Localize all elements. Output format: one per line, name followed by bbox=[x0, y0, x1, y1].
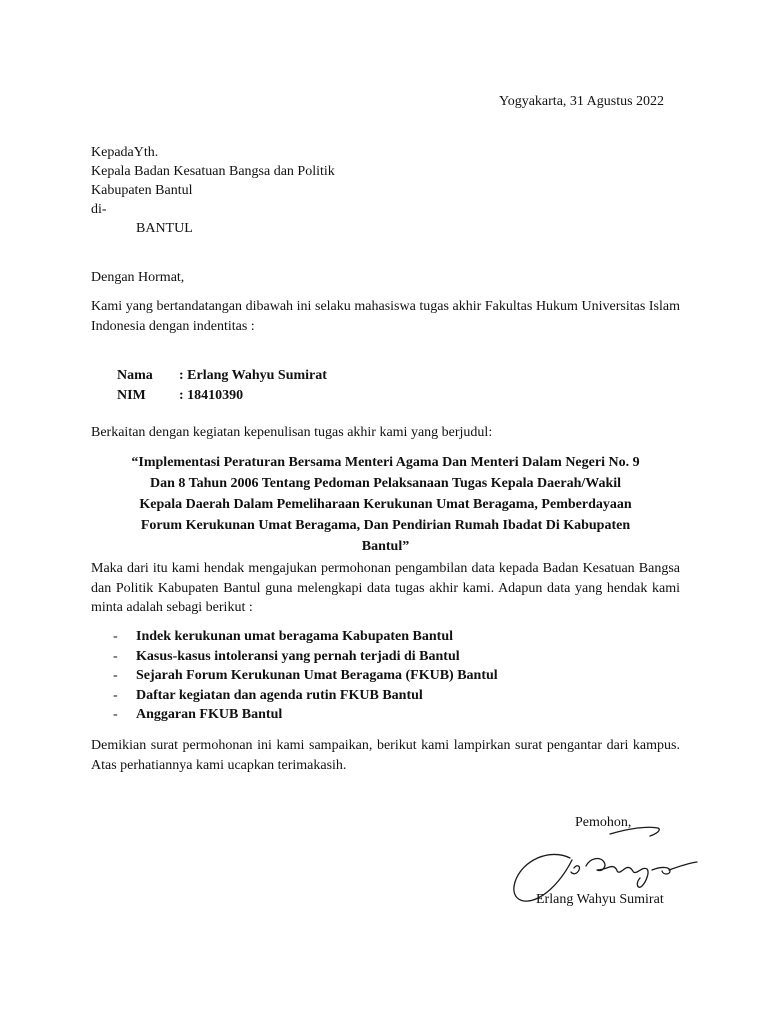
list-item-text: Daftar kegiatan dan agenda rutin FKUB Bantul bbox=[136, 687, 423, 703]
intro-paragraph: Kami yang bertandatangan dibawah ini selaku mahasiswa tugas akhir Fakultas Hukum Universitas Islam Indonesia dengan indentitas : bbox=[91, 299, 680, 334]
list-bullet: - bbox=[113, 707, 118, 722]
nim-value: : 18410390 bbox=[179, 388, 244, 403]
thesis-title-line: Kepala Daerah Dalam Pemeliharaan Kerukunan Umat Beragama, Pemberdayaan bbox=[139, 497, 632, 512]
context-sentence: Berkaitan dengan kegiatan kepenulisan tugas akhir kami yang berjudul: bbox=[91, 425, 493, 440]
list-item bbox=[113, 666, 498, 686]
list-item bbox=[113, 647, 498, 667]
list-item-text: Anggaran FKUB Bantul bbox=[136, 707, 283, 722]
data-request-list bbox=[113, 627, 498, 725]
recipient-line-2: Kepala Badan Kesatuan Bangsa dan Politik bbox=[91, 164, 335, 179]
thesis-title-line: Dan 8 Tahun 2006 Tentang Pedoman Pelaksanaan Tugas Kepala Daerah/Wakil bbox=[149, 476, 622, 491]
recipient-line-3: Kabupaten Bantul bbox=[91, 183, 193, 198]
recipient-city: BANTUL bbox=[136, 221, 193, 236]
list-bullet: - bbox=[113, 648, 118, 664]
closing-paragraph: Demikian surat permohonan ini kami sampaikan, berikut kami lampirkan surat pengantar dari kampus. Atas perhatiannya kami ucapkan terimakasih. bbox=[91, 738, 680, 773]
recipient-line-4: di- bbox=[91, 202, 107, 217]
nim-label: NIM bbox=[117, 388, 146, 403]
sign-off: Pemohon, bbox=[575, 815, 632, 830]
list-item-text: Indek kerukunan umat beragama Kabupaten Bantul bbox=[136, 629, 454, 644]
thesis-title-line: Forum Kerukunan Umat Beragama, Dan Pendirian Rumah Ibadat Di Kabupaten bbox=[140, 518, 631, 533]
thesis-title-line: Bantul” bbox=[361, 539, 410, 554]
thesis-title-line: “Implementasi Peraturan Bersama Menteri Agama Dan Menteri Dalam Negeri No. 9 bbox=[131, 455, 640, 470]
list-item bbox=[113, 627, 498, 647]
thesis-title bbox=[91, 452, 680, 557]
list-bullet: - bbox=[113, 687, 118, 703]
request-paragraph: Maka dari itu kami hendak mengajukan permohonan pengambilan data kepada Badan Kesatuan Bangsa dan Politik Kabupaten Bantul guna melengkapi data tugas akhir kami. Adapun data yang hendak kami minta adalah sebagi berikut : bbox=[91, 561, 680, 615]
list-item-text: Kasus-kasus intoleransi yang pernah terjadi di Bantul bbox=[136, 648, 460, 664]
list-item bbox=[113, 686, 498, 706]
recipient-line-1: KepadaYth. bbox=[91, 145, 159, 160]
list-bullet: - bbox=[113, 629, 118, 644]
signatory-name: Erlang Wahyu Sumirat bbox=[536, 892, 664, 907]
greeting: Dengan Hormat, bbox=[91, 270, 185, 285]
list-item bbox=[113, 705, 498, 725]
list-item-text: Sejarah Forum Kerukunan Umat Beragama (FKUB) Bantul bbox=[136, 668, 498, 683]
name-label: Nama bbox=[117, 368, 153, 383]
list-bullet: - bbox=[113, 668, 118, 683]
place-date: Yogyakarta, 31 Agustus 2022 bbox=[499, 94, 665, 109]
name-value: : Erlang Wahyu Sumirat bbox=[179, 368, 327, 383]
